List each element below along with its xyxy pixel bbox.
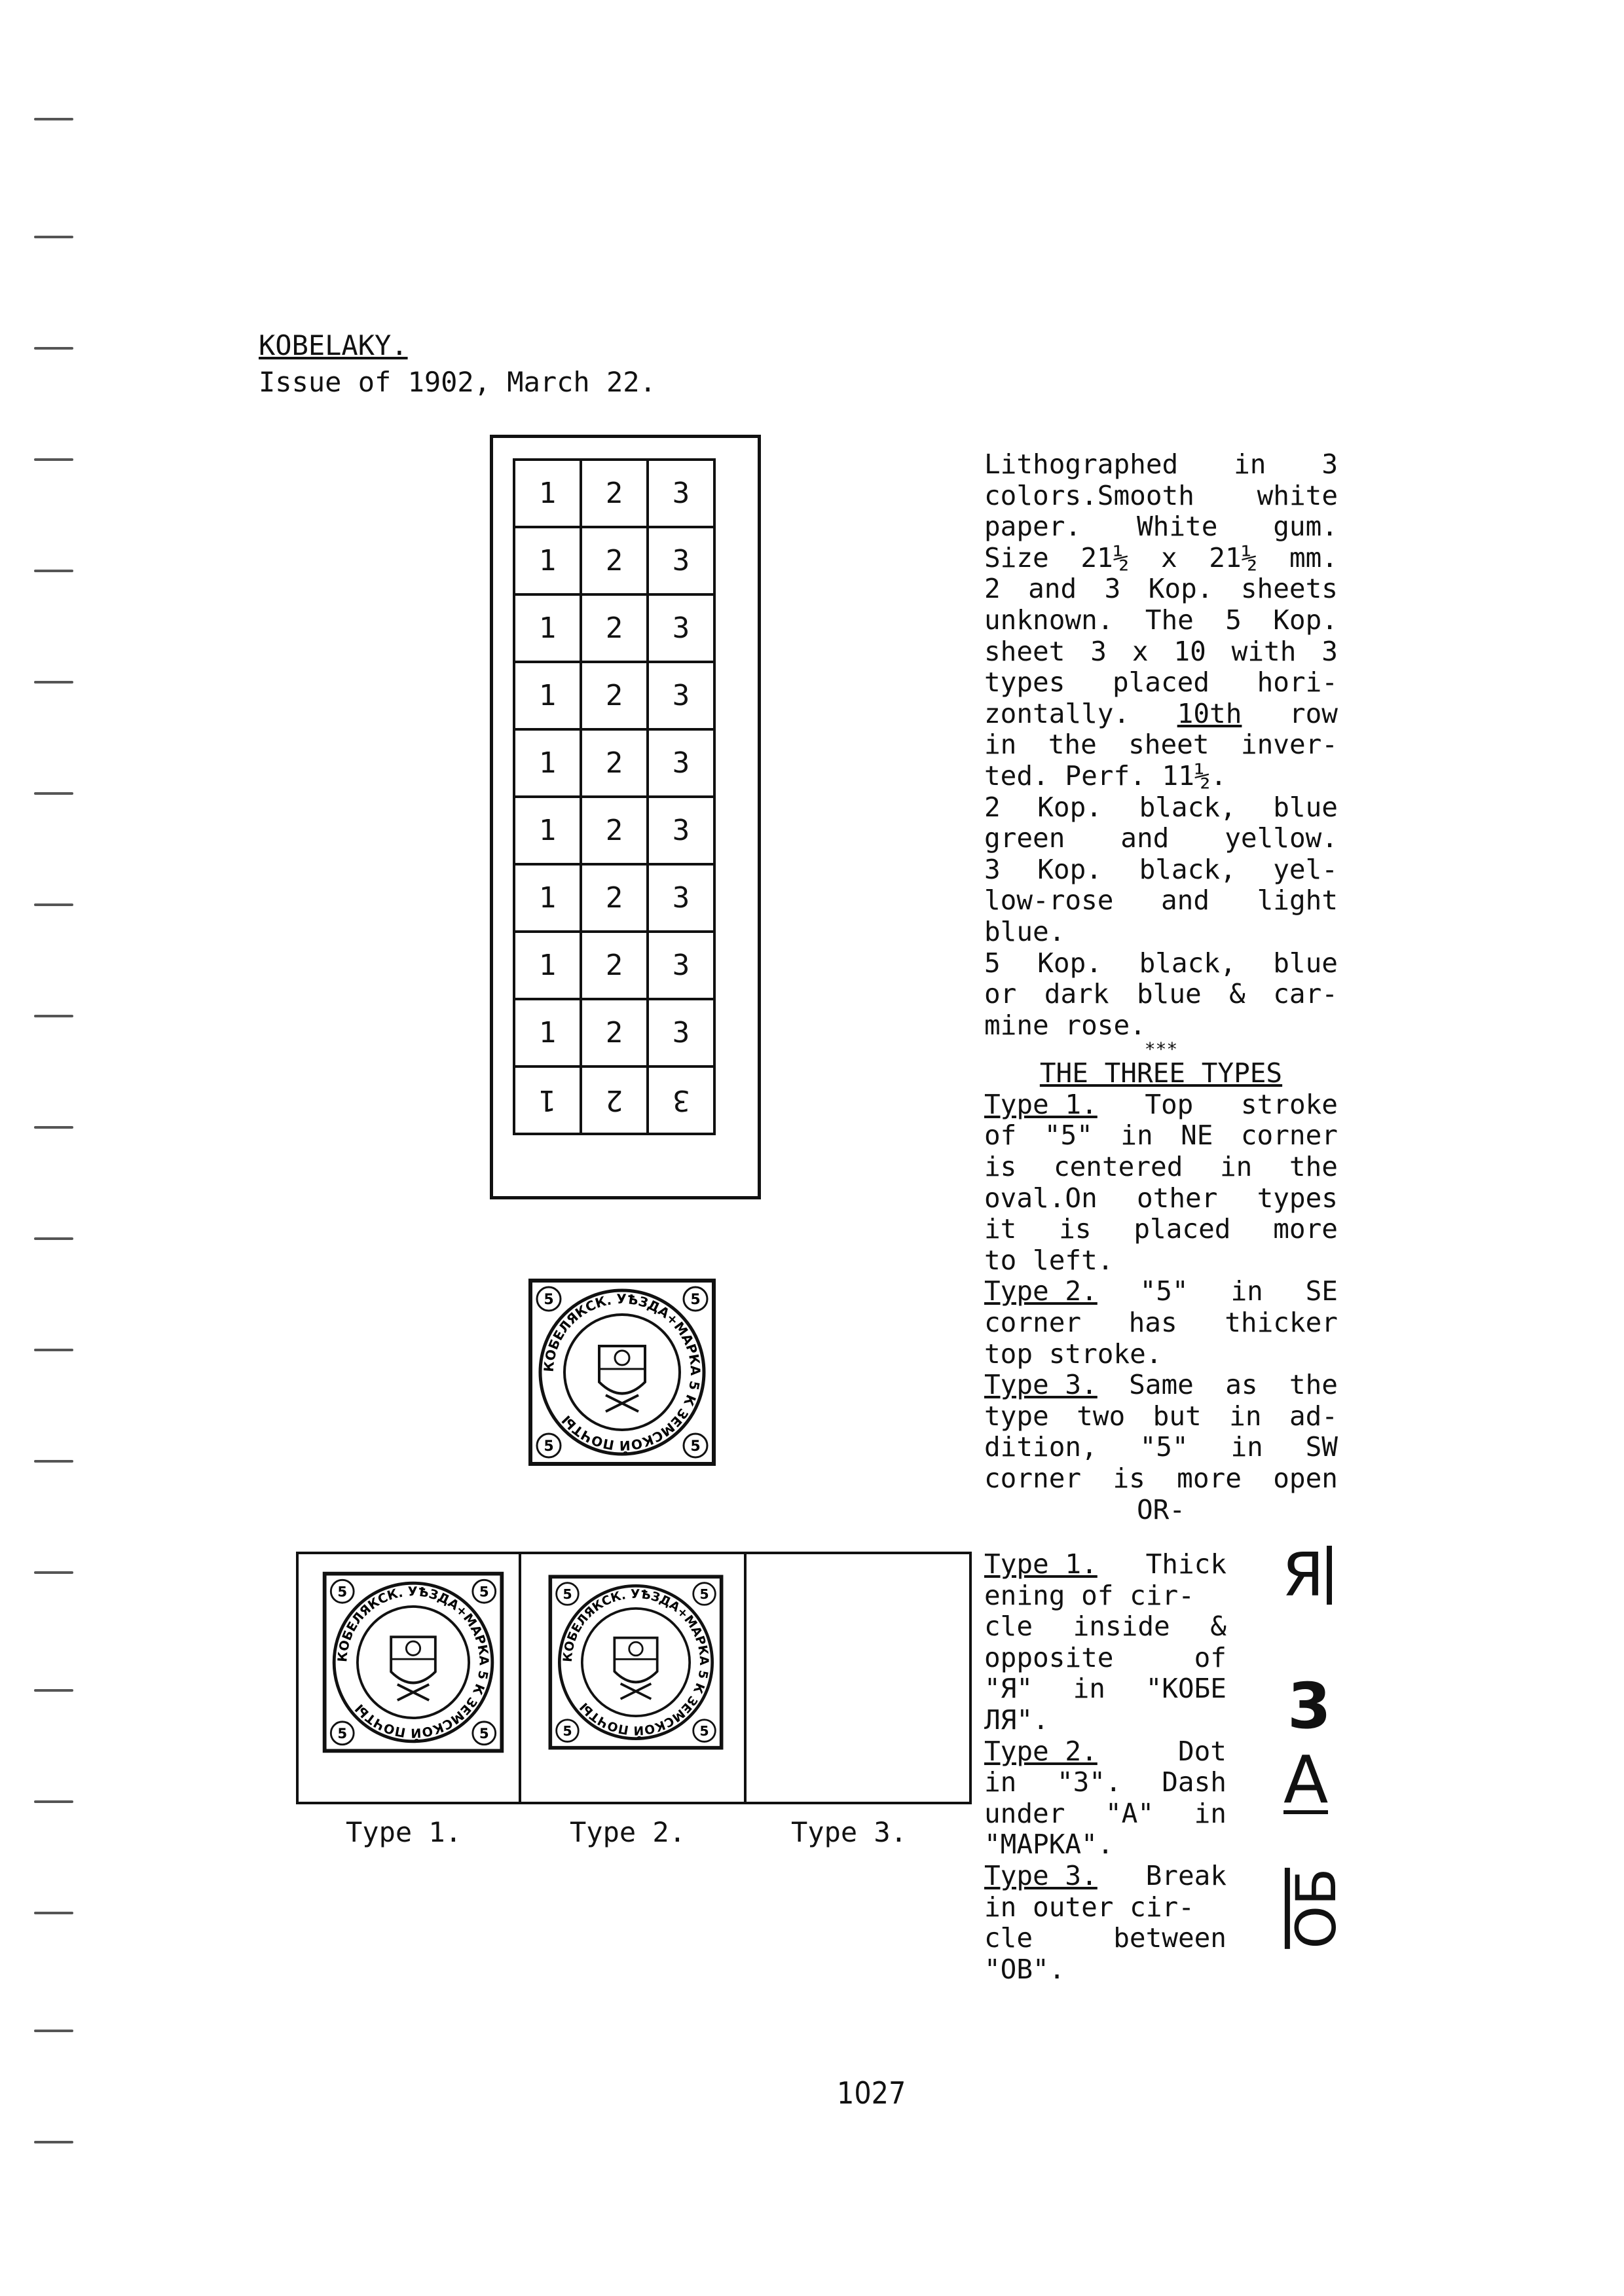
sheet-cell: 2 (581, 460, 648, 527)
stamp-type1 (318, 1567, 508, 1757)
alt-type2-line: in "3". Dash (984, 1766, 1227, 1798)
desc-line: Size 21½ x 21½ mm. (984, 541, 1338, 574)
type1-line: of "5" in NE corner (984, 1120, 1338, 1152)
stamp-inscription: КОБЕЛЯКСК. УѢЗДА+МАРКА 5 К ЗЕМСКОЙ ПОЧТЫ (540, 1290, 704, 1454)
stamp-drawing (524, 1274, 720, 1470)
desc-line: paper. White gum. (984, 511, 1338, 543)
sheet-cell: 1 (514, 527, 581, 594)
sheet-cell: 2 (581, 999, 648, 1066)
alt-type3-line: "OB". (984, 1953, 1065, 1985)
stamp-value: 5 (337, 1726, 348, 1742)
type3-caption: Type 3. (791, 1816, 908, 1848)
stamp-value: 5 (544, 1438, 554, 1455)
desc-line: zontally. 10th row (984, 697, 1338, 729)
alt-type1-text: Type 1. Thick (984, 1548, 1227, 1580)
type2-text: Type 2. "5" in SE (984, 1275, 1338, 1307)
sheet-cell: 1 (514, 594, 581, 662)
type1-line: to left. (984, 1244, 1114, 1276)
stamp-frame (325, 1574, 502, 1751)
sheet-cell: 3 (648, 594, 714, 662)
desc-line: mine rose. (984, 1009, 1146, 1041)
sheet-cell: 2 (581, 729, 648, 797)
type3-line: corner is more open (984, 1463, 1338, 1494)
sheet-cell: 3 (648, 527, 714, 594)
sheet-cell: 1 (514, 460, 581, 527)
desc-line: colors.Smooth white (984, 479, 1338, 511)
desc-line: types placed hori- (984, 666, 1338, 699)
sheet-row (514, 1066, 714, 1134)
page-number: 1027 (837, 2075, 906, 2111)
sheet-cell: 1 (514, 1066, 581, 1134)
sheet-cell: 3 (648, 460, 714, 527)
alt-types-text (984, 1549, 1227, 1985)
alt-type2-text: Type 2. Dot (984, 1735, 1227, 1767)
sheet-cell: 3 (648, 1066, 714, 1134)
stamp-inscription: КОБЕЛЯКСК. УѢЗДА+МАРКА 5 К ЗЕМСКОЙ ПОЧТЫ (561, 1587, 711, 1738)
sheet-cell: 2 (581, 527, 648, 594)
sheet-cell: 1 (514, 999, 581, 1066)
type3-text: Type 3. Same as the (984, 1369, 1338, 1401)
issue-date: Issue of 1902, March 22. (259, 366, 656, 398)
stamp-image (524, 1274, 720, 1470)
type1-line: it is placed more (984, 1213, 1338, 1245)
type1-line: oval.On other types (984, 1182, 1338, 1214)
stamp-value: 5 (690, 1438, 701, 1455)
alt-type3-line: in outer cir- (984, 1891, 1194, 1923)
stamp-value: 5 (699, 1723, 709, 1739)
desc-line: green and yellow. (984, 822, 1338, 854)
sheet-cell: 3 (648, 999, 714, 1066)
sheet-row (514, 999, 714, 1066)
sheet-cell: 1 (514, 729, 581, 797)
desc-line: 2 Kop. black, blue (984, 791, 1338, 823)
sheet-row (514, 527, 714, 594)
stamp-value: 5 (563, 1586, 572, 1602)
alt-type1-line: opposite of (984, 1641, 1227, 1673)
desc-line: ted. Perf. 11½. (984, 759, 1227, 792)
desc-line: in the sheet inver- (984, 729, 1338, 761)
alt-type1-line: ening of cir- (984, 1579, 1194, 1611)
sheet-cell: 2 (581, 1066, 648, 1134)
alt-type3-line: cle between (984, 1922, 1227, 1954)
sheet-cell: 3 (648, 864, 714, 932)
sheet-cell: 3 (648, 797, 714, 864)
sheet-cell: 3 (648, 932, 714, 999)
stamp-type2 (544, 1571, 728, 1754)
stamp-value: 5 (479, 1726, 489, 1742)
desc-line: 5 Kop. black, blue (984, 947, 1338, 979)
types-heading: THE THREE TYPES (1039, 1057, 1283, 1089)
section-header (259, 327, 656, 401)
desc-line: unknown. The 5 Kop. (984, 604, 1338, 636)
sheet-cell: 1 (514, 797, 581, 864)
stamp-value: 5 (479, 1584, 489, 1601)
stamp-value: 5 (699, 1586, 709, 1602)
glyph-a: А (1283, 1741, 1329, 1818)
desc-line: blue. (984, 915, 1065, 947)
type2-line: corner has thicker (984, 1307, 1338, 1339)
sheet-row (514, 594, 714, 662)
sheet-cell: 2 (581, 797, 648, 864)
stamp-value: 5 (337, 1584, 348, 1601)
alt-type3-text: Type 3. Break (984, 1859, 1227, 1891)
separator-stars: *** (1144, 1038, 1178, 1061)
sheet-row (514, 932, 714, 999)
stamp-inscription: КОБЕЛЯКСК. УѢЗДА+МАРКА 5 К ЗЕМСКОЙ ПОЧТЫ (335, 1584, 492, 1741)
description-text (984, 449, 1338, 1525)
type3-line: type two but in ad- (984, 1400, 1338, 1432)
stamp-value: 5 (690, 1292, 701, 1308)
desc-line: 3 Kop. black, yel- (984, 853, 1338, 885)
sheet-cell: 3 (648, 729, 714, 797)
sheet-cell: 1 (514, 662, 581, 729)
or-separator: OR- (1136, 1493, 1186, 1525)
stamp-value: 5 (544, 1292, 554, 1308)
sheet-row (514, 797, 714, 864)
alt-type1-line: ЛЯ". (984, 1704, 1049, 1736)
desc-line: sheet 3 x 10 with 3 (984, 635, 1338, 667)
stamp-frame (530, 1281, 714, 1464)
type3-line: dition, "5" in SW (984, 1431, 1338, 1463)
stamp-frame (550, 1576, 721, 1747)
types-comparison-box (296, 1552, 972, 1804)
glyph-ob: ОБ (1283, 1868, 1348, 1949)
sheet-cell: 1 (514, 864, 581, 932)
alt-type1-line: cle inside & (984, 1611, 1227, 1643)
stamp-value: 5 (563, 1723, 572, 1739)
sheet-cell: 1 (514, 932, 581, 999)
sheet-cell: 2 (581, 932, 648, 999)
page-title: KOBELAKY. (259, 329, 408, 361)
sheet-cell: 2 (581, 594, 648, 662)
sheet-cell: 2 (581, 864, 648, 932)
sheet-diagram (513, 458, 716, 1135)
desc-line: 2 and 3 Kop. sheets (984, 573, 1338, 605)
alt-type2-line: "MAPKA". (984, 1829, 1114, 1861)
sheet-row (514, 460, 714, 527)
sheet-row (514, 729, 714, 797)
sheet-row (514, 864, 714, 932)
type2-caption: Type 2. (570, 1816, 686, 1848)
desc-line: Lithographed in 3 (984, 448, 1338, 480)
type1-text: Type 1. Top stroke (984, 1088, 1338, 1120)
type2-line: top stroke. (984, 1338, 1162, 1370)
sheet-cell: 2 (581, 662, 648, 729)
alt-type1-line: "Я" in "KOБE (984, 1673, 1227, 1705)
type1-line: is centered in the (984, 1151, 1338, 1183)
glyph-three: 3 (1287, 1669, 1331, 1743)
desc-line: low-rose and light (984, 884, 1338, 917)
sheet-row (514, 662, 714, 729)
type1-caption: Type 1. (346, 1816, 462, 1848)
alt-type2-line: under "A" in (984, 1797, 1227, 1829)
glyph-ya: Я (1282, 1540, 1332, 1610)
sheet-cell: 3 (648, 662, 714, 729)
desc-line: or dark blue & car- (984, 978, 1338, 1010)
